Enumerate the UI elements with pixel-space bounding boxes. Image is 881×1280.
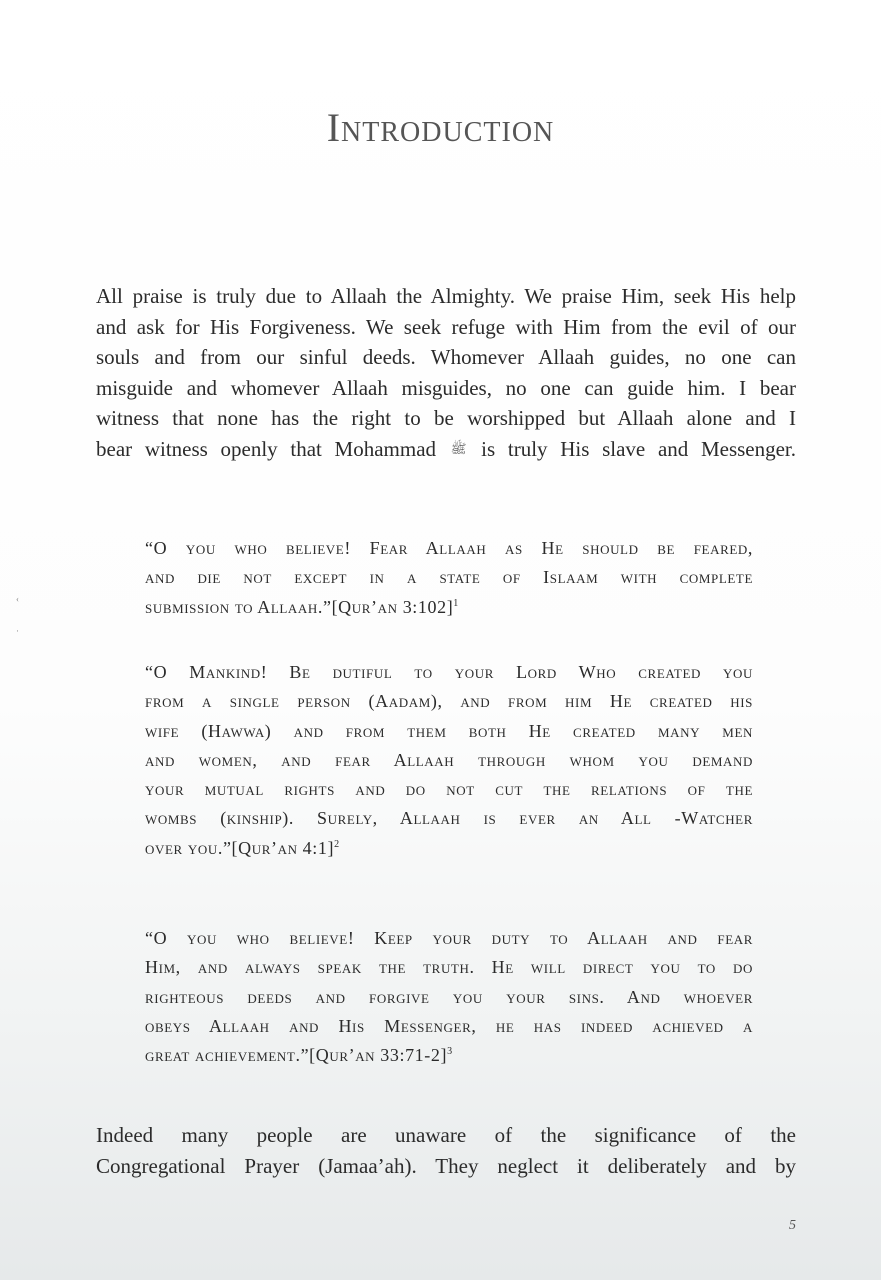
final-paragraph	[96, 1120, 796, 1181]
verse-line: from a single person (Aadam), and from him He created his	[145, 691, 753, 712]
intro-line-last	[96, 434, 796, 468]
verse-line	[145, 593, 753, 622]
intro-line: All praise is truly due to Allaah the Almighty. We praise Him, seek His help	[96, 284, 796, 308]
quran-verse-3	[145, 924, 753, 1070]
intro-line-part: bear witness openly that Mohammad	[96, 436, 437, 461]
quran-verse-1	[145, 534, 753, 622]
intro-paragraph	[96, 281, 796, 467]
verse-line: Him, and always speak the truth. He will direct you to do	[145, 957, 753, 978]
verse-line: wombs (kinship). Surely, Allaah is ever an All -Watcher	[145, 808, 753, 829]
verse-line: “O Mankind! Be dutiful to your Lord Who created you	[145, 662, 753, 682]
verse-line	[145, 1041, 753, 1070]
final-line: Indeed many people are unaware of the significance of the	[96, 1123, 796, 1147]
quran-verse-2	[145, 658, 753, 863]
intro-line: misguide and whomever Allaah misguides, no one can guide him. I bear	[96, 375, 796, 400]
footnote-ref[interactable]: 1	[453, 597, 459, 609]
honorific-icon: ﷺ	[450, 440, 467, 456]
footnote-ref[interactable]: 3	[447, 1046, 453, 1058]
chapter-title: Introduction	[326, 105, 555, 150]
verse-line: righteous deeds and forgive you your sins. And whoever	[145, 986, 753, 1007]
verse-line: and women, and fear Allaah through whom you demand	[145, 749, 753, 770]
margin-mark: ·	[16, 626, 19, 636]
footnote-ref[interactable]: 2	[334, 838, 340, 850]
final-line: Congregational Prayer (Jamaa’ah). They neglect it deliberately and by	[96, 1153, 796, 1178]
verse-line: wife (Hawwa) and from them both He created many men	[145, 720, 753, 741]
intro-line: and ask for His Forgiveness. We seek refuge with Him from the evil of our	[96, 314, 796, 339]
verse-line: obeys Allaah and His Messenger, he has indeed achieved a	[145, 1015, 753, 1036]
verse-line: “O you who believe! Fear Allaah as He should be feared,	[145, 538, 753, 558]
verse-line: your mutual rights and do not cut the relations of the	[145, 779, 753, 800]
verse-line: and die not except in a state of Islaam with complete	[145, 567, 753, 588]
verse-line: “O you who believe! Keep your duty to Allaah and fear	[145, 928, 753, 948]
verse-line	[145, 834, 753, 863]
page-number: 5	[789, 1218, 796, 1233]
verse-line-text: over you.”[Qur’an 4:1]	[145, 837, 335, 858]
margin-mark: ‹	[16, 594, 19, 604]
intro-line: souls and from our sinful deeds. Whomever Allaah guides, no one can	[96, 345, 796, 369]
intro-line: witness that none has the right to be worshipped but Allaah alone and I	[96, 406, 796, 430]
verse-line-text: great achievement.”[Qur’an 33:71-2]	[145, 1045, 448, 1066]
verse-line-text: submission to Allaah.”[Qur’an 3:102]	[145, 596, 454, 617]
intro-line-part: is truly His slave and Messenger.	[481, 436, 797, 461]
